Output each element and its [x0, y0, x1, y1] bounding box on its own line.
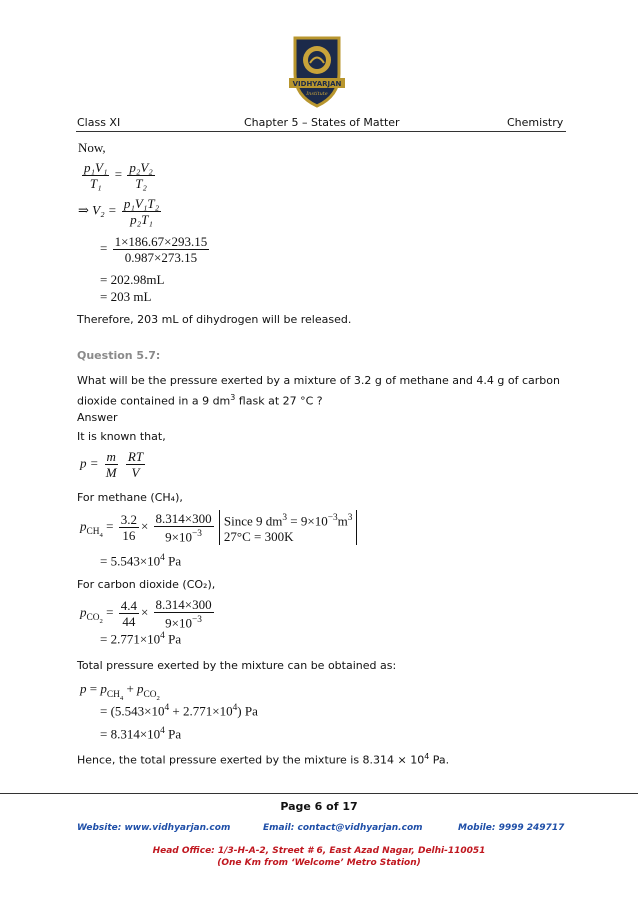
question-title: Question 5.7: [77, 349, 161, 362]
equation-co2: $p_{CO_2}$ = $\frac{4.4}{44}$ × $\frac{8.314\times 300}{9\times 10^{-3}}$ [80, 597, 212, 631]
equation-total-1: $p = p_{CH_4} + p_{CO_2}$ [80, 681, 160, 702]
equation-total-3: = $8.314\times 10^4$ Pa [100, 726, 182, 742]
equation-combined-gas-law: $\frac{\text{p₁V₁}}{\text{T₁}}$ = $\frac{\text{p₂V₂}}{\text{T₂}}$ [84, 160, 153, 191]
co2-heading: For carbon dioxide (CO₂), [77, 578, 216, 591]
equation-methane: $p_{CH_4}$ = $\frac{3.2}{16}$ × $\frac{8.314\times 300}{9\times 10^{-3}}$ Since 9 $dm^3 = 9\times 10^{-3}m^3$ 27°C = 300K [80, 510, 357, 545]
answer-label: Answer [77, 411, 118, 424]
conclusion-text: Therefore, 203 mL of dihydrogen will be released. [77, 313, 352, 326]
vidhyarjan-logo [285, 30, 349, 108]
equation-v2-formula: ⇒ V₂ = $\frac{\text{p₁V₁T₂}}{\text{p₂T₁}}$ [78, 196, 160, 227]
question-text-line1: What will be the pressure exerted by a mixture of 3.2 g of methane and 4.4 g of carbon [77, 374, 560, 387]
page-number: Page 6 of 17 [280, 800, 358, 813]
header-class: Class XI [77, 116, 121, 129]
known-text: It is known that, [77, 430, 166, 443]
footer-rule [0, 793, 638, 794]
logo-brand: VIDHYARJAN [292, 80, 342, 88]
total-intro-text: Total pressure exerted by the mixture can be obtained as: [77, 659, 397, 672]
logo-sub: Institute [306, 91, 328, 97]
footer-office: Head Office: 1/3-H-A-2, Street # 6, East Azad Nagar, Delhi-110051 [152, 846, 486, 856]
final-answer: Hence, the total pressure exerted by the mixture is $8.314 \times 10^4$ Pa. [77, 752, 450, 767]
footer-office-note: (One Km from ‘Welcome’ Metro Station) [217, 858, 421, 868]
equation-v2-rounded: = 203 mL [100, 289, 152, 304]
footer-website[interactable]: Website: www.vidhyarjan.com [77, 823, 231, 833]
header-chapter: Chapter 5 – States of Matter [244, 116, 400, 129]
footer-email[interactable]: Email: contact@vidhyarjan.com [263, 823, 423, 833]
equation-v2-values: = $\frac{1\times 186.67\times 293.15}{0.987\times 273.15}$ [100, 234, 208, 265]
equation-pressure-formula: p = $\frac{m}{M}$ $\frac{RT}{V}$ [80, 449, 144, 480]
equation-co2-result: = $2.771\times 10^4$ Pa [100, 631, 182, 647]
equation-v2-result: = 202.98mL [100, 272, 165, 287]
question-text-line2: dioxide contained in a 9 $dm^3$ flask at 27 °C ? [77, 393, 323, 408]
header-rule [76, 131, 566, 132]
equation-methane-result: = $5.543\times 10^4$ Pa [100, 553, 182, 569]
header-subject: Chemistry [507, 116, 564, 129]
footer-mobile: Mobile: 9999 249717 [458, 823, 565, 833]
methane-heading: For methane (CH₄), [77, 491, 183, 504]
now-label: Now, [78, 140, 106, 155]
equation-total-2: = $(5.543\times 10^4 + 2.771\times 10^4)$ Pa [100, 703, 258, 719]
